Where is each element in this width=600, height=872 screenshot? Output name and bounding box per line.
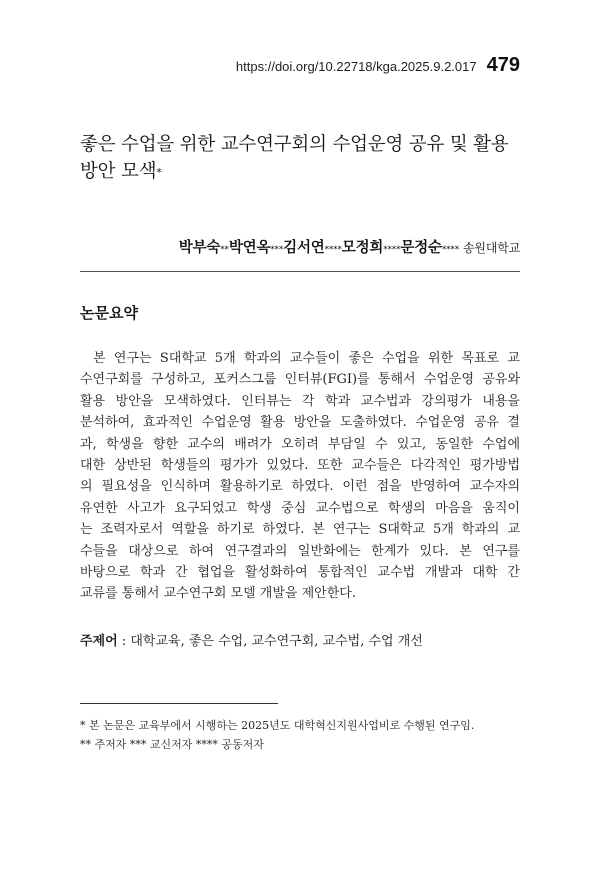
paper-title bbox=[80, 131, 540, 186]
abstract-line: 본 연구는 S대학교 5개 학과의 교수들이 좋은 수업을 위한 목표로 교 bbox=[93, 351, 520, 366]
footnote-divider bbox=[80, 703, 278, 704]
title-line-1: 좋은 수업을 위한 교수연구회의 수업운영 공유 및 활용 bbox=[80, 134, 509, 155]
abstract-line: 과, 학생을 향한 교수의 배려가 오히려 부담일 수 있고, 동일한 수업에 bbox=[80, 436, 520, 452]
abstract-line: 수들을 대상으로 하여 연구결과의 일반화에는 한계가 있다. 본 연구를 bbox=[80, 543, 520, 559]
title-divider bbox=[80, 271, 520, 272]
author-mark: **** bbox=[383, 245, 401, 255]
abstract-line: 교류를 통해서 교수연구회 모델 개발을 제안한다. bbox=[80, 586, 356, 602]
author-name: 모정희 bbox=[341, 240, 384, 256]
affiliation: 송원대학교 bbox=[463, 241, 520, 255]
keywords bbox=[80, 630, 423, 649]
title-footnote-mark: * bbox=[156, 166, 162, 179]
author-mark: *** bbox=[270, 245, 284, 255]
abstract-line: 분석하여, 효과적인 수업운영 활용 방안을 도출하였다. 수업운영 공유 결 bbox=[80, 415, 520, 431]
author-name: 박연옥 bbox=[228, 240, 271, 256]
footnotes bbox=[80, 716, 474, 754]
abstract-line: 유연한 사고가 요구되었고 학생 중심 교수법으로 학생의 마음을 움직이 bbox=[80, 500, 520, 516]
abstract-body bbox=[80, 348, 520, 605]
page-number: 479 bbox=[486, 54, 520, 76]
author-mark: **** bbox=[324, 245, 342, 255]
abstract-line: 활용 방안을 모색하였다. 인터뷰는 각 학과 교수법과 강의평가 내용을 bbox=[80, 393, 520, 409]
author-mark: ** bbox=[220, 245, 229, 255]
author-name: 박부숙 bbox=[178, 240, 221, 256]
abstract-line: 의 필요성을 인식하며 활용하기로 하였다. 이런 점을 반영하여 교수자의 bbox=[80, 479, 520, 495]
abstract-line: 대한 상반된 학생들의 평가가 있었다. 또한 교수들은 다각적인 평가방법 bbox=[80, 458, 520, 474]
abstract-line: 는 조력자로서 역할을 하기로 하였다. 본 연구는 S대학교 5개 학과의 교 bbox=[80, 522, 520, 538]
author-mark: **** bbox=[441, 245, 460, 255]
doi-link[interactable]: https://doi.org/10.22718/kga.2025.9.2.017 bbox=[235, 59, 477, 74]
page-header bbox=[236, 54, 520, 77]
abstract-line: 수연구회를 구성하고, 포커스그룹 인터뷰(FGI)를 통해서 수업운영 공유와 bbox=[80, 372, 520, 388]
author-name: 김서연 bbox=[283, 240, 325, 256]
title-line-2 bbox=[80, 158, 540, 186]
author-list bbox=[179, 236, 520, 257]
title-line-2-text: 방안 모색 bbox=[80, 161, 157, 182]
footnote-roles: ** 주저자 *** 교신저자 **** 공동저자 bbox=[80, 738, 264, 751]
keywords-text: 대학교육, 좋은 수업, 교수연구회, 교수법, 수업 개선 bbox=[130, 634, 423, 649]
footnote-funding: * 본 논문은 교육부에서 시행하는 2025년도 대학혁신지원사업비로 수행된 연구임. bbox=[80, 719, 475, 732]
abstract-heading: 논문요약 bbox=[80, 304, 138, 322]
abstract-line: 바탕으로 학과 간 협업을 활성화하여 통합적인 교수법 개발과 대학 간 bbox=[80, 565, 520, 581]
author-name: 문정순 bbox=[400, 240, 442, 256]
keywords-separator: : bbox=[117, 634, 131, 649]
keywords-label: 주제어 bbox=[80, 634, 118, 649]
